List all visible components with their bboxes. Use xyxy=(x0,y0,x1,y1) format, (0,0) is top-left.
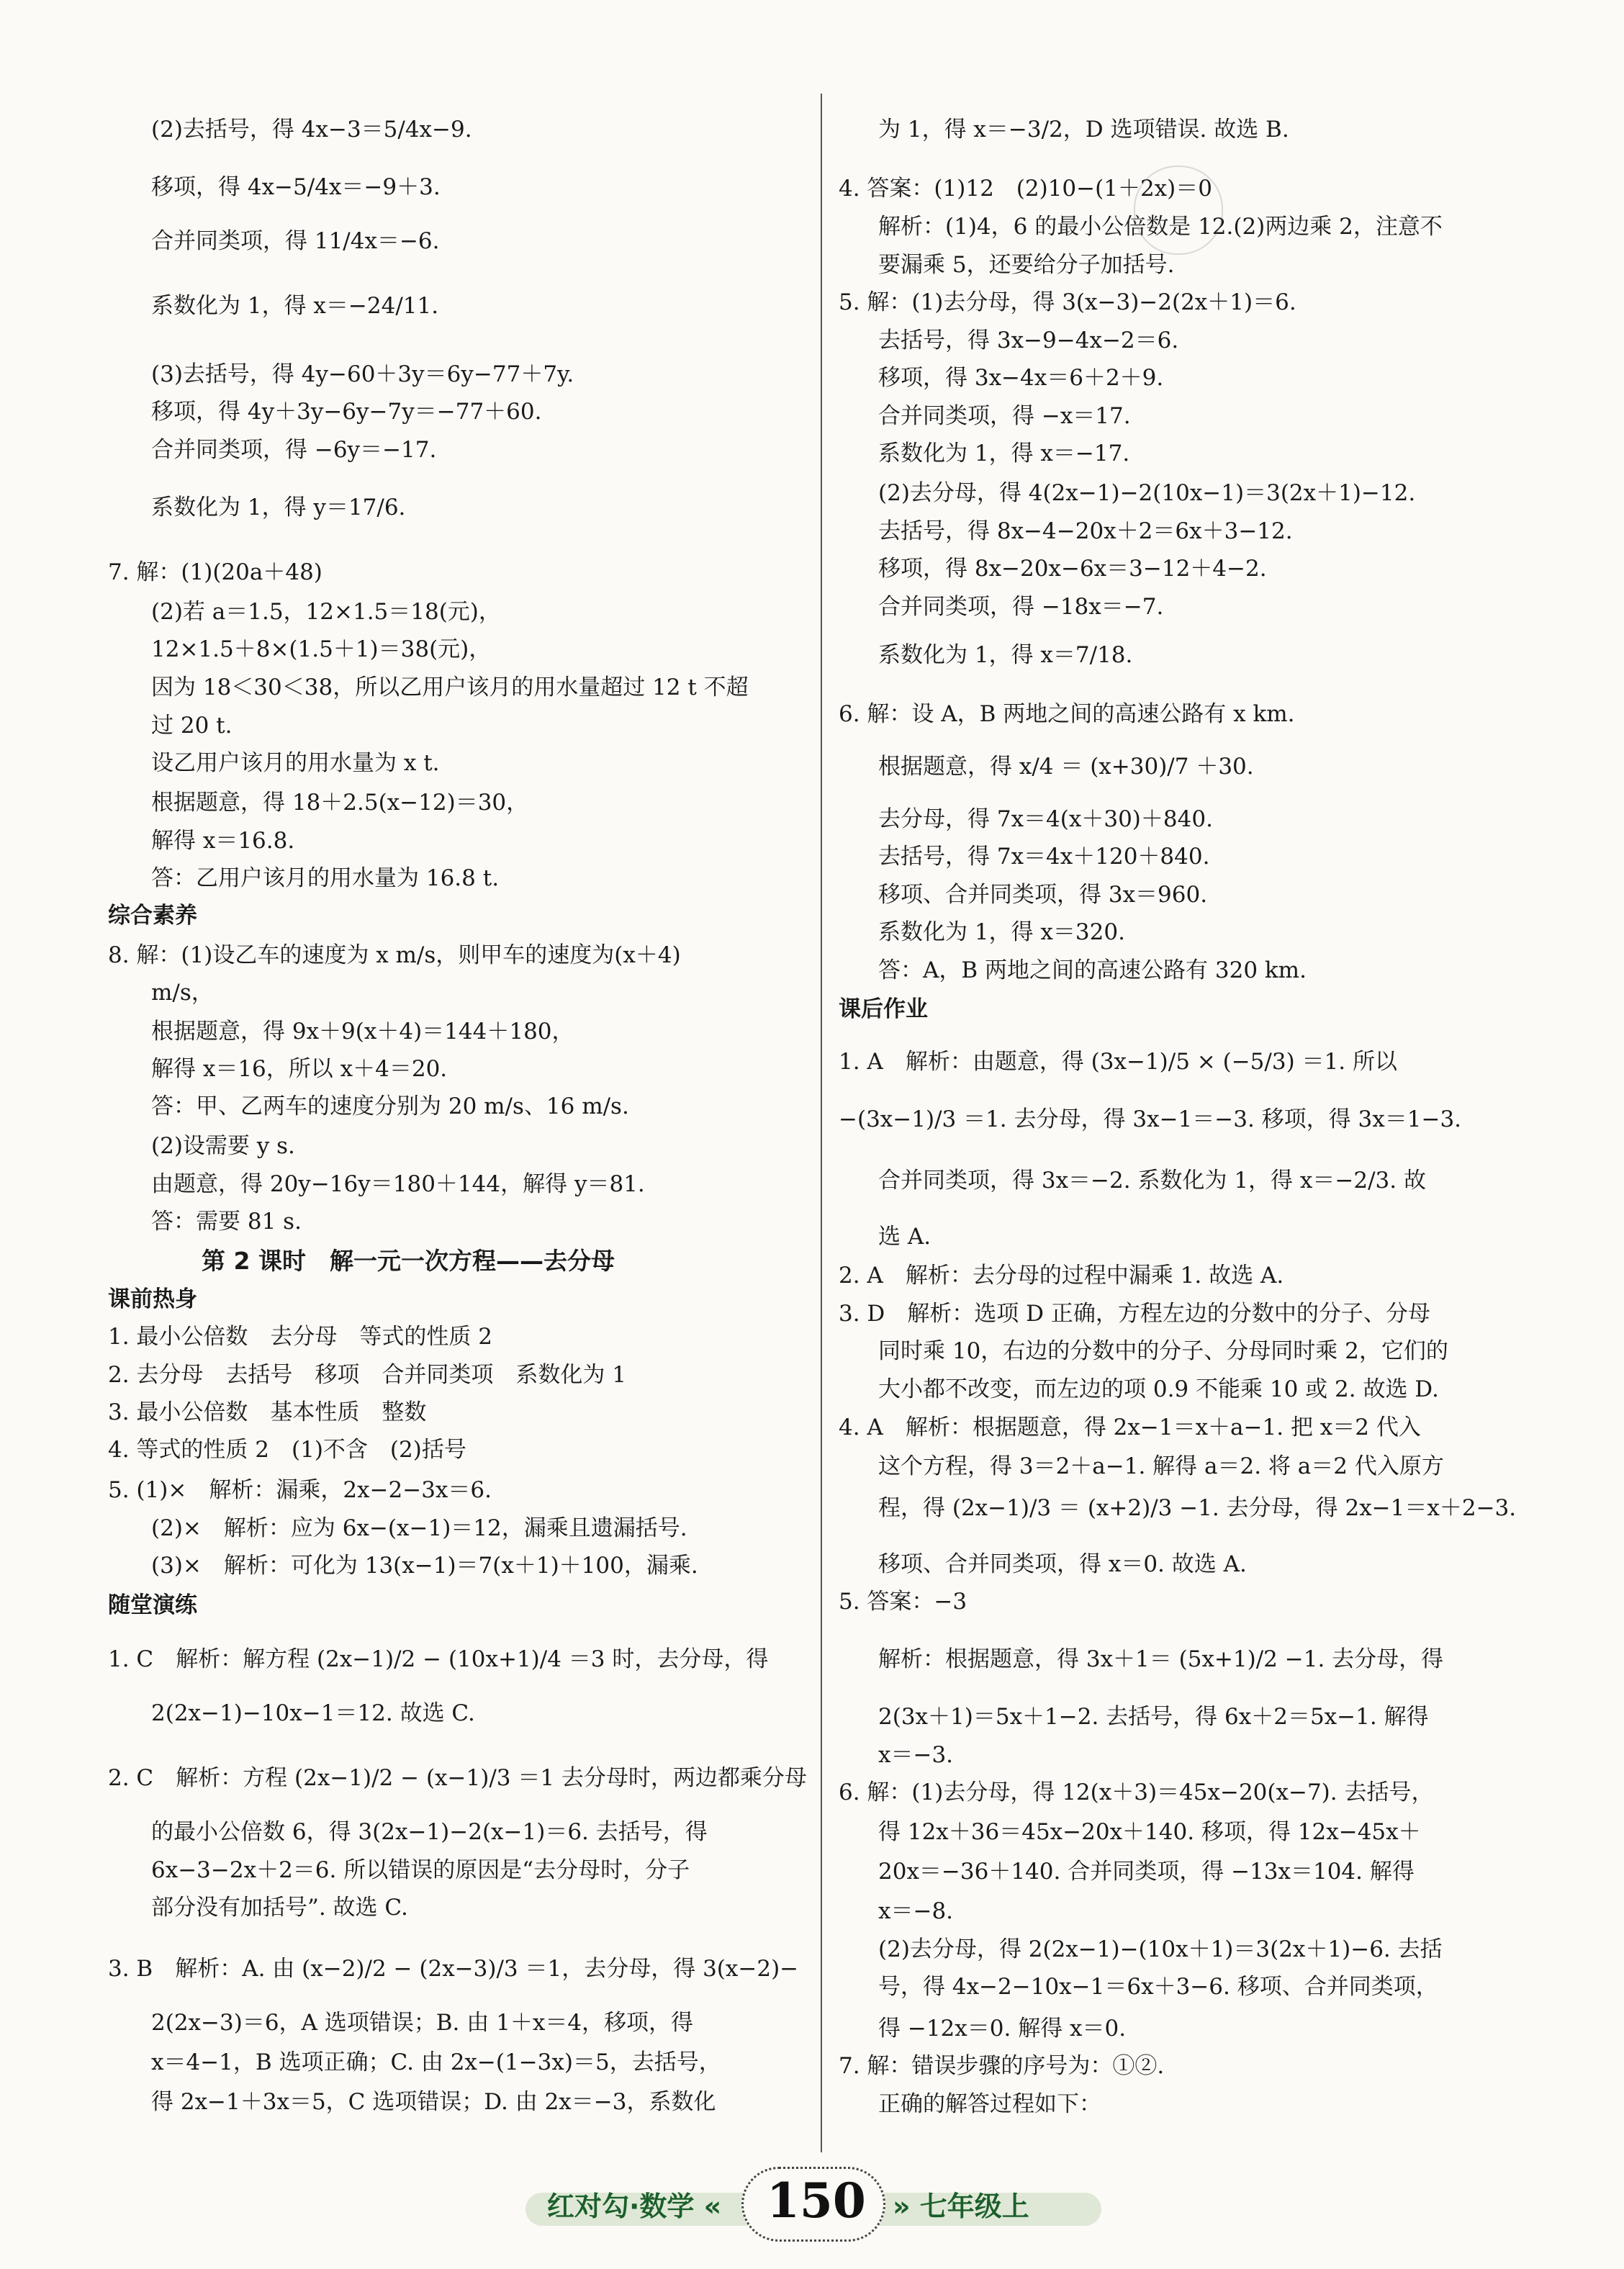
right-text-line: 程，得 (2x−1)/3 ＝ (x+2)/3 −1. 去分母，得 2x−1＝x＋2−3. xyxy=(878,1495,1517,1521)
left-text-line: 5. (1)× 解析：漏乘，2x−2−3x＝6. xyxy=(108,1477,492,1503)
left-text-line: 2(2x−1)−10x−1＝12. 故选 C. xyxy=(151,1700,475,1726)
left-text-line: 2. C 解析：方程 (2x−1)/2 − (x−1)/3 ＝1 去分母时，两边都乘分母 xyxy=(108,1765,807,1791)
right-text-line: x＝−3. xyxy=(878,1742,954,1768)
left-text-line: 答：需要 81 s. xyxy=(151,1209,302,1235)
left-text-line: 3. 最小公倍数 基本性质 整数 xyxy=(108,1399,427,1425)
left-text-line: 课前热身 xyxy=(108,1286,197,1312)
left-text-line: 8. 解：(1)设乙车的速度为 x m/s，则甲车的速度为(x＋4) xyxy=(108,942,681,968)
right-text-line: 移项、合并同类项，得 3x＝960. xyxy=(878,882,1208,908)
right-text-line: 4. 答案：(1)12 (2)10−(1＋2x)＝0 xyxy=(839,176,1212,202)
left-text-line: 解得 x＝16.8. xyxy=(151,828,295,854)
left-text-line: x＝4−1，B 选项正确；C. 由 2x−(1−3x)＝5，去括号， xyxy=(151,2049,721,2075)
left-text-line: 合并同类项，得 −6y＝−17. xyxy=(151,437,437,463)
right-text-line: 要漏乘 5，还要给分子加括号. xyxy=(878,252,1175,278)
left-text-line: m/s， xyxy=(151,980,214,1006)
left-text-line: 因为 18＜30＜38，所以乙用户该月的用水量超过 12 t 不超 xyxy=(151,675,749,700)
right-text-line: 系数化为 1，得 x＝7/18. xyxy=(878,642,1133,668)
right-text-line: 4. A 解析：根据题意，得 2x−1＝x＋a−1. 把 x＝2 代入 xyxy=(839,1415,1421,1440)
left-text-line: 答：甲、乙两车的速度分别为 20 m/s、16 m/s. xyxy=(151,1093,629,1119)
right-text-line: 1. A 解析：由题意，得 (3x−1)/5 × (−5/3) ＝1. 所以 xyxy=(839,1049,1397,1075)
left-text-line: (3)× 解析：可化为 13(x−1)＝7(x＋1)＋100，漏乘. xyxy=(151,1553,698,1579)
left-text-line: 1. C 解析：解方程 (2x−1)/2 − (10x+1)/4 ＝3 时，去分母，得 xyxy=(108,1646,769,1672)
right-text-line: 这个方程，得 3＝2＋a−1. 解得 a＝2. 将 a＝2 代入原方 xyxy=(878,1453,1444,1479)
left-text-line: 2(2x−3)＝6，A 选项错误；B. 由 1＋x＝4，移项，得 xyxy=(151,2010,694,2036)
right-text-line: 2. A 解析：去分母的过程中漏乘 1. 故选 A. xyxy=(839,1263,1284,1289)
left-text-line: 过 20 t. xyxy=(151,713,233,739)
right-text-line: 根据题意，得 x/4 ＝ (x+30)/7 ＋30. xyxy=(878,754,1254,780)
right-text-line: 移项、合并同类项，得 x＝0. 故选 A. xyxy=(878,1551,1247,1577)
right-text-line: 号，得 4x−2−10x−1＝6x＋3−6. 移项、合并同类项， xyxy=(878,1974,1438,2000)
right-text-line: 去分母，得 7x＝4(x＋30)＋840. xyxy=(878,806,1213,832)
left-text-line: (2)去括号，得 4x−3＝5/4x−9. xyxy=(151,117,472,143)
left-text-line: 综合素养 xyxy=(108,903,197,929)
right-text-line: x＝−8. xyxy=(878,1898,954,1924)
left-text-line: 12×1.5＋8×(1.5＋1)＝38(元)， xyxy=(151,636,492,662)
left-text-line: 由题意，得 20y−16y＝180＋144，解得 y＝81. xyxy=(151,1171,645,1197)
left-text-line: 解得 x＝16，所以 x＋4＝20. xyxy=(151,1056,448,1082)
left-text-line: 的最小公倍数 6，得 3(2x−1)−2(x−1)＝6. 去括号，得 xyxy=(151,1819,708,1845)
footer-grade: » 七年级上 xyxy=(893,2191,1029,2222)
left-text-line: 3. B 解析：A. 由 (x−2)/2 − (2x−3)/3 ＝1，去分母，得 3(x−2)− xyxy=(108,1956,799,1982)
right-text-line: (2)去分母，得 4(2x−1)−2(10x−1)＝3(2x＋1)−12. xyxy=(878,480,1416,506)
left-text-line: 答：乙用户该月的用水量为 16.8 t. xyxy=(151,865,500,891)
left-text-line: 部分没有加括号”. 故选 C. xyxy=(151,1895,408,1921)
page-footer xyxy=(0,2167,1624,2246)
watermark-stamp xyxy=(1134,166,1223,255)
right-text-line: 5. 答案：−3 xyxy=(839,1589,967,1615)
right-text-line: 去括号，得 7x＝4x＋120＋840. xyxy=(878,844,1210,870)
right-text-line: 解析：(1)4，6 的最小公倍数是 12.(2)两边乘 2，注意不 xyxy=(878,214,1443,240)
left-text-line: 第 2 课时 解一元一次方程——去分母 xyxy=(202,1247,615,1275)
right-text-line: (2)去分母，得 2(2x−1)−(10x＋1)＝3(2x＋1)−6. 去括 xyxy=(878,1936,1443,1962)
right-text-line: 答：A，B 两地之间的高速公路有 320 km. xyxy=(878,957,1307,983)
right-text-line: 2(3x＋1)＝5x＋1−2. 去括号，得 6x＋2＝5x−1. 解得 xyxy=(878,1704,1429,1730)
right-text-line: 大小都不改变，而左边的项 0.9 不能乘 10 或 2. 故选 D. xyxy=(878,1376,1439,1402)
left-text-line: (2)设需要 y s. xyxy=(151,1133,295,1159)
left-text-line: 移项，得 4x−5/4x＝−9＋3. xyxy=(151,174,441,200)
right-text-line: 去括号，得 8x−4−20x＋2＝6x＋3−12. xyxy=(878,518,1293,544)
right-text-line: 6. 解：(1)去分母，得 12(x＋3)＝45x−20(x−7). 去括号， xyxy=(839,1779,1434,1805)
left-text-line: 合并同类项，得 11/4x＝−6. xyxy=(151,228,440,254)
right-text-line: 6. 解：设 A，B 两地之间的高速公路有 x km. xyxy=(839,701,1295,727)
right-text-line: 合并同类项，得 −18x＝−7. xyxy=(878,594,1164,620)
right-text-line: 20x＝−36＋140. 合并同类项，得 −13x＝104. 解得 xyxy=(878,1859,1415,1885)
left-text-line: 设乙用户该月的用水量为 x t. xyxy=(151,750,440,776)
column-divider xyxy=(821,94,822,2152)
left-text-line: 7. 解：(1)(20a＋48) xyxy=(108,559,322,585)
right-text-line: 5. 解：(1)去分母，得 3(x−3)−2(2x＋1)＝6. xyxy=(839,289,1296,315)
right-text-line: 选 A. xyxy=(878,1224,931,1250)
right-text-line: 3. D 解析：选项 D 正确，方程左边的分数中的分子、分母 xyxy=(839,1301,1430,1327)
right-text-line: 同时乘 10，右边的分数中的分子、分母同时乘 2，它们的 xyxy=(878,1338,1448,1364)
right-text-line: 得 12x＋36＝45x−20x＋140. 移项，得 12x−45x＋ xyxy=(878,1819,1421,1845)
right-text-line: 移项，得 8x−20x−6x＝3−12＋4−2. xyxy=(878,556,1267,582)
right-text-line: 系数化为 1，得 x＝320. xyxy=(878,919,1125,945)
left-text-line: 根据题意，得 9x＋9(x＋4)＝144＋180， xyxy=(151,1019,574,1045)
left-text-line: 随堂演练 xyxy=(108,1592,197,1618)
right-text-line: 合并同类项，得 3x＝−2. 系数化为 1，得 x＝−2/3. 故 xyxy=(878,1168,1426,1194)
right-text-line: 课后作业 xyxy=(839,996,928,1022)
right-text-line: 去括号，得 3x−9−4x−2＝6. xyxy=(878,328,1179,353)
right-text-line: 解析：根据题意，得 3x＋1＝ (5x+1)/2 −1. 去分母，得 xyxy=(878,1646,1444,1672)
left-text-line: (2)× 解析：应为 6x−(x−1)＝12，漏乘且遗漏括号. xyxy=(151,1515,687,1541)
left-text-line: 2. 去分母 去括号 移项 合并同类项 系数化为 1 xyxy=(108,1362,627,1388)
right-text-line: 移项，得 3x−4x＝6＋2＋9. xyxy=(878,365,1164,391)
left-text-line: 1. 最小公倍数 去分母 等式的性质 2 xyxy=(108,1324,493,1350)
left-text-line: 4. 等式的性质 2 (1)不含 (2)括号 xyxy=(108,1437,466,1463)
page-number: 150 xyxy=(767,2173,866,2229)
left-text-line: (2)若 a＝1.5，12×1.5＝18(元)， xyxy=(151,599,501,625)
left-text-line: 系数化为 1，得 y＝17/6. xyxy=(151,495,406,520)
left-text-line: 移项，得 4y＋3y−6y−7y＝−77＋60. xyxy=(151,399,542,425)
right-text-line: 为 1，得 x＝−3/2，D 选项错误. 故选 B. xyxy=(878,117,1289,143)
right-text-line: 正确的解答过程如下： xyxy=(878,2091,1101,2117)
right-text-line: 系数化为 1，得 x＝−17. xyxy=(878,441,1130,466)
right-text-line: 7. 解：错误步骤的序号为：①②. xyxy=(839,2053,1165,2079)
left-text-line: 6x−3−2x＋2＝6. 所以错误的原因是“去分母时，分子 xyxy=(151,1857,690,1883)
left-text-line: 得 2x−1＋3x＝5，C 选项错误；D. 由 2x＝−3，系数化 xyxy=(151,2089,716,2115)
left-text-line: 根据题意，得 18＋2.5(x−12)＝30， xyxy=(151,790,529,816)
right-text-line: 得 −12x＝0. 解得 x＝0. xyxy=(878,2016,1127,2042)
right-text-line: −(3x−1)/3 ＝1. 去分母，得 3x−1＝−3. 移项，得 3x＝1−3. xyxy=(839,1106,1462,1132)
footer-book-title: 红对勾·数学 « xyxy=(547,2191,722,2222)
left-text-line: 系数化为 1，得 x＝−24/11. xyxy=(151,293,439,319)
right-text-line: 合并同类项，得 −x＝17. xyxy=(878,403,1131,429)
left-text-line: (3)去括号，得 4y−60＋3y＝6y−77＋7y. xyxy=(151,361,574,387)
